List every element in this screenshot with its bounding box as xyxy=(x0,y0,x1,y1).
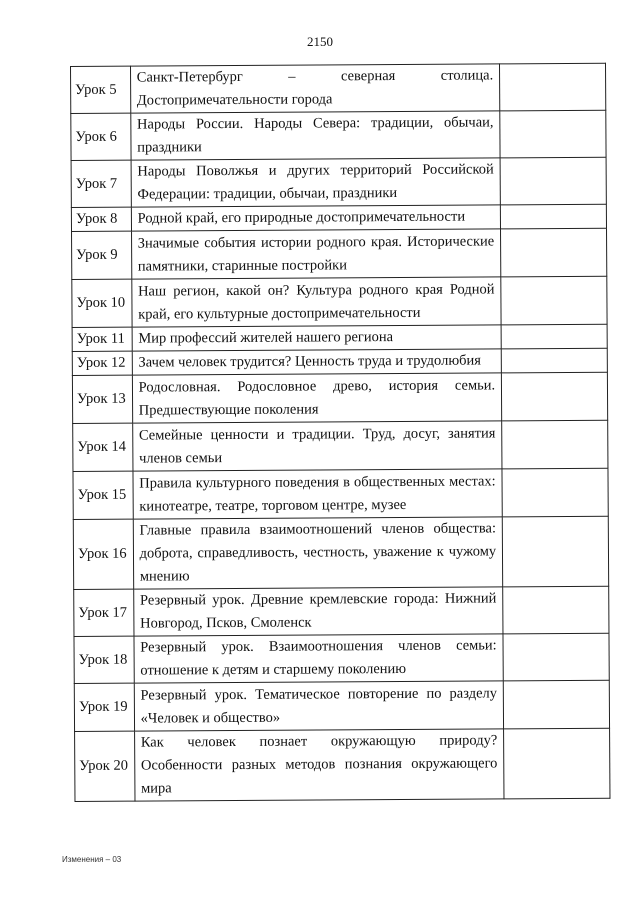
table-row xyxy=(73,516,608,589)
lesson-number-cell: Урок 13 xyxy=(72,375,132,423)
page-number: 2150 xyxy=(307,34,333,49)
table-row xyxy=(72,372,607,423)
empty-cell xyxy=(500,110,606,158)
lesson-number-cell: Урок 15 xyxy=(73,471,133,519)
lesson-topic-cell: Значимые события истории родного края. Исторические памятники, старинные постройки xyxy=(131,229,501,279)
table-row xyxy=(74,586,609,636)
lesson-topic-cell: Резервный урок. Тематическое повторение по разделу «Человек и общество» xyxy=(134,681,504,731)
table-row xyxy=(71,110,606,160)
empty-cell xyxy=(502,516,608,587)
table-row xyxy=(73,420,608,471)
empty-cell xyxy=(504,728,610,799)
lesson-topic-cell: Правила культурного поведения в общественных местах: кинотеатре, театре, торговом центре, музее xyxy=(133,469,503,519)
lesson-topic-cell: Народы Поволжья и других территорий Российской Федерации: традиции, обычаи, праздники xyxy=(131,158,501,207)
empty-cell xyxy=(501,228,607,277)
lesson-topic-cell: Главные правила взаимоотношений членов общества: доброта, справедливость, честность, уважение к чужому мнению xyxy=(133,517,503,589)
lesson-topic-cell: Семейные ценности и традиции. Труд, досуг, занятия членов семьи xyxy=(132,421,502,471)
lesson-number-cell: Урок 5 xyxy=(71,66,131,113)
lesson-topic-cell: Наш регион, какой он? Культура родного края Родной край, его культурные достопримечательности xyxy=(131,277,501,327)
table-row xyxy=(72,324,607,351)
lesson-number-cell: Урок 16 xyxy=(73,519,133,589)
table-row xyxy=(71,157,606,207)
empty-cell xyxy=(501,276,607,325)
lesson-number-cell: Урок 14 xyxy=(73,423,133,471)
lesson-topic-cell: Родной край, его природные достопримечательности xyxy=(131,205,501,231)
empty-cell xyxy=(503,586,609,634)
lesson-topic-cell: Санкт-Петербург – северная столица. Достопримечательности города xyxy=(130,64,500,113)
lesson-topic-cell: Зачем человек трудится? Ценность труда и трудолюбия xyxy=(132,349,502,375)
table-row xyxy=(74,633,609,683)
lesson-number-cell: Урок 8 xyxy=(71,207,131,231)
lesson-number-cell: Урок 18 xyxy=(74,636,134,683)
lesson-topic-cell: Родословная. Родословное древо, история семьи. Предшествующие поколения xyxy=(132,373,502,423)
lesson-topic-cell: Народы России. Народы Севера: традиции, обычаи, праздники xyxy=(130,111,500,160)
empty-cell xyxy=(502,420,608,469)
empty-cell xyxy=(500,63,606,111)
lesson-topic-cell: Резервный урок. Древние кремлевские города: Нижний Новгород, Псков, Смоленск xyxy=(133,587,503,636)
empty-cell xyxy=(500,157,606,205)
table-row xyxy=(72,228,607,279)
lesson-number-cell: Урок 11 xyxy=(72,327,132,351)
lesson-number-cell: Урок 10 xyxy=(72,279,132,327)
table-row xyxy=(73,468,608,519)
empty-cell xyxy=(503,633,609,681)
lesson-topic-cell: Резервный урок. Взаимоотношения членов семьи: отношение к детям и старшему поколению xyxy=(134,634,504,683)
lesson-topic-cell: Мир профессий жителей нашего региона xyxy=(132,325,502,351)
table-body xyxy=(71,63,610,801)
footer-note: Изменения – 03 xyxy=(62,855,122,864)
empty-cell xyxy=(503,680,609,729)
lesson-number-cell: Урок 20 xyxy=(75,731,135,801)
table-row xyxy=(71,63,606,113)
lesson-topic-cell: Как человек познает окружающую природу? Особенности разных методов познания окружающего мира xyxy=(134,729,504,801)
table-row xyxy=(71,204,606,231)
table-row xyxy=(75,728,610,801)
lesson-number-cell: Урок 9 xyxy=(72,231,132,279)
empty-cell xyxy=(500,204,606,229)
table-row xyxy=(72,348,607,375)
empty-cell xyxy=(501,348,607,373)
lesson-number-cell: Урок 6 xyxy=(71,113,131,160)
lesson-number-cell: Урок 19 xyxy=(74,683,134,731)
table-row xyxy=(74,680,609,731)
table-row xyxy=(72,276,607,327)
lesson-number-cell: Урок 17 xyxy=(74,589,134,636)
empty-cell xyxy=(501,324,607,349)
lesson-number-cell: Урок 12 xyxy=(72,351,132,375)
lesson-table xyxy=(70,63,610,802)
empty-cell xyxy=(502,468,608,517)
empty-cell xyxy=(502,372,608,421)
lesson-number-cell: Урок 7 xyxy=(71,160,131,207)
